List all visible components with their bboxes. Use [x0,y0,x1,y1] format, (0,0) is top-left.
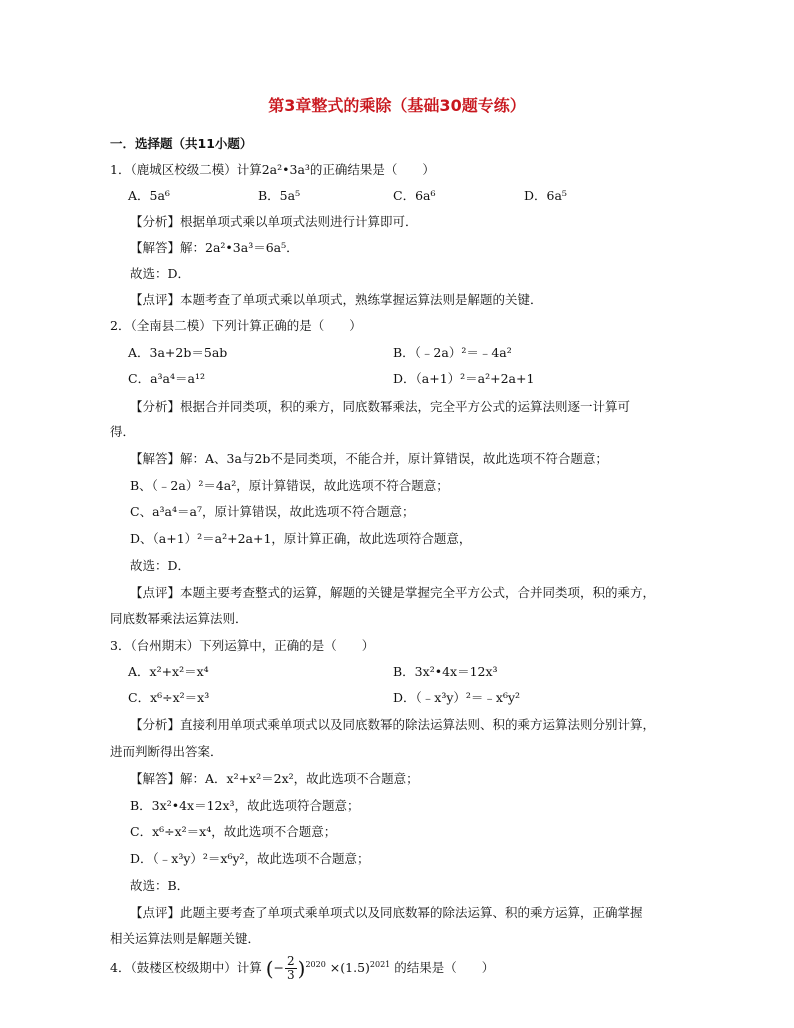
question-2-answer-b: B、（﹣2a）²＝4a²，原计算错误，故此选项不符合题意； [130,478,449,493]
question-4-exponent-2: 2021 [369,959,391,969]
question-1-analysis: 【分析】根据单项式乘以单项式法则进行计算即可． [130,214,418,229]
question-3-option-d: D．（﹣x³y）²＝﹣x⁶y² [393,690,521,705]
question-3-choice: 故选：B． [130,878,190,893]
question-4-minus: − [273,960,284,975]
question-3-option-b: B．3x²•4x＝12x³ [393,664,498,679]
question-2-answer-c: C、a³a⁴＝a⁷，原计算错误，故此选项不符合题意； [130,504,415,519]
question-3-analysis-line1: 【分析】直接利用单项式乘单项式以及同底数幂的除法运算法则、积的乘方运算法则分别计算， [130,717,656,732]
question-3-comment-line1: 【点评】此题主要考查了单项式乘单项式以及同底数幂的除法运算、积的乘方运算，正确掌握 [130,905,643,920]
question-1-choice: 故选：D． [130,266,191,281]
question-1-option-c: C．6a⁶ [393,188,436,203]
question-2-choice: 故选：D． [130,558,191,573]
question-1-option-d: D．6a⁵ [524,188,567,203]
question-2-option-a: A．3a+2b＝5ab [128,345,228,360]
question-3-comment-line2: 相关运算法则是解题关键． [110,931,261,946]
question-4-exponent-1: 2020 [305,959,326,969]
question-3-answer-c: C．x⁶÷x²＝x⁴，故此选项不合题意； [130,824,337,839]
question-3-option-a: A．x²+x²＝x⁴ [128,664,209,679]
question-4-times: ×(1.5) [329,960,370,975]
question-2-analysis-line1: 【分析】根据合并同类项，积的乘方，同底数幂乘法，完全平方公式的运算法则逐一计算可 [130,399,631,414]
fraction-denominator: 3 [287,968,295,982]
question-2-answer-a: 【解答】解：A、3a与2b不是同类项，不能合并，原计算错误，故此选项不符合题意； [130,451,608,466]
question-3-stem: 3．（台州期末）下列运算中，正确的是（ ） [110,638,375,653]
question-2-option-b: B．（﹣2a）²＝﹣4a² [393,345,512,360]
question-2-analysis-line2: 得． [110,424,136,439]
question-4-prefix: 4．（鼓楼区校级期中）计算 [110,960,262,975]
question-1-answer: 【解答】解：2a²•3a³＝6a⁵． [130,240,299,255]
section-heading: 一．选择题（共11小题） [110,136,253,151]
question-3-answer-a: 【解答】解：A．x²+x²＝2x²，故此选项不合题意； [130,771,419,786]
question-4-open-paren: ( [265,956,274,981]
question-1-option-a: A．5a⁶ [128,188,170,203]
question-4-close-paren: ) [297,956,306,981]
question-2-comment-line2: 同底数幂乘法运算法则． [110,611,248,626]
fraction-numerator: 2 [287,954,295,968]
question-1-option-b: B．5a⁵ [258,188,301,203]
question-1-comment: 【点评】本题考查了单项式乘以单项式，熟练掌握运算法则是解题的关键． [130,292,543,307]
question-3-analysis-line2: 进而判断得出答案． [110,744,223,759]
question-4-suffix: 的结果是（ ） [394,960,495,975]
question-2-answer-d: D、（a+1）²＝a²+2a+1，原计算正确，故此选项符合题意， [130,531,472,546]
question-2-comment-line1: 【点评】本题主要考查整式的运算，解题的关键是掌握完全平方公式，合并同类项，积的乘方， [130,585,656,600]
question-3-answer-b: B．3x²•4x＝12x³，故此选项符合题意； [130,798,360,813]
question-4-stem [110,955,494,982]
question-2-option-c: C．a³a⁴＝a¹² [128,371,205,386]
page-title: 第3章整式的乘除（基础30题专练） [268,96,526,115]
question-2-stem: 2．（全南县二模）下列计算正确的是（ ） [110,318,362,333]
question-2-option-d: D．（a+1）²＝a²+2a+1 [393,371,535,386]
question-3-answer-d: D．（﹣x³y）²＝x⁶y²，故此选项不合题意； [130,851,370,866]
question-3-option-c: C．x⁶÷x²＝x³ [128,690,210,705]
question-4-fraction [285,955,297,982]
question-1-stem: 1．（鹿城区校级二模）计算2a²•3a³的正确结果是（ ） [110,162,435,177]
